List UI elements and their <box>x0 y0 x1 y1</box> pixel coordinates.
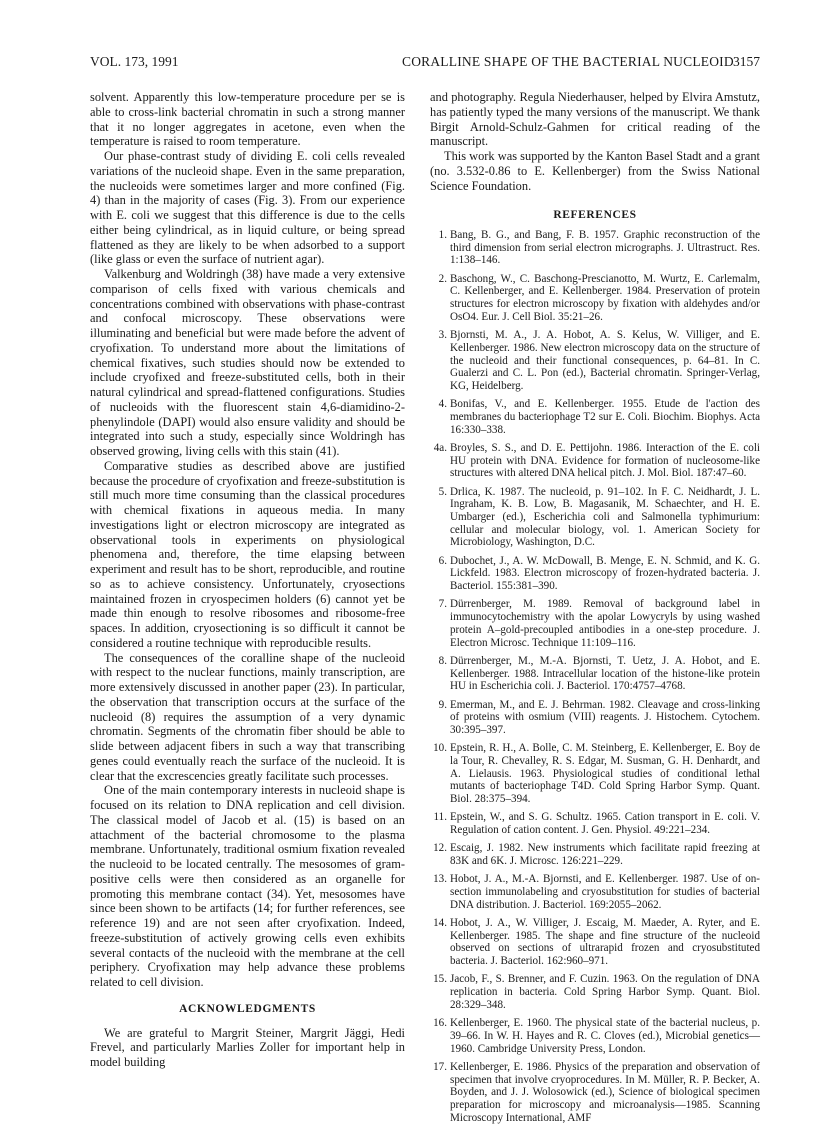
body-paragraph: solvent. Apparently this low-temperature procedure per se is able to cross-link bacterial chromatin in such a strong manner that it no longer aggregates in acetone, even when the temperature is raised to room temperature. <box>90 90 405 149</box>
reference-item <box>430 273 760 324</box>
left-column <box>90 90 405 1070</box>
reference-number: 5. <box>438 485 447 498</box>
body-paragraph: Our phase-contrast study of dividing E. coli cells revealed variations of the nucleoid shape. Even in the same preparation, the nucleoids were sometimes larger and more confined (Fig. 4) than in the majority of cases (Fig. 3). From our experience with E. coli we suggest that this difference is due to the cells either being cylindrical, as in liquid culture, or being spread flattened as they are likely to be when adsorbed to a support (like glass or even the surface of nutrient agar). <box>90 149 405 267</box>
volume-label: VOL. 173, 1991 <box>90 54 179 69</box>
reference-item <box>430 1017 760 1055</box>
reference-number: 1. <box>438 229 447 241</box>
reference-item <box>430 811 760 836</box>
funding-statement: This work was supported by the Kanton Basel Stadt and a grant (no. 3.532-0.86 to E. Kellenberger) from the Swiss National Science Foundation. <box>430 149 760 193</box>
reference-text: Baschong, W., C. Baschong-Prescianotto, M. Wurtz, E. Carlemalm, C. Kellenberger, and E. Kellenberger. 1984. Preservation of protein structures for electron microscopy by fixation with aldehydes and/or OsO4. Eur. J. Cell Biol. 35:21–26. <box>450 272 760 323</box>
reference-number: 15. <box>433 973 447 986</box>
reference-number: 4. <box>438 398 447 411</box>
body-paragraph: Valkenburg and Woldringh (38) have made a very extensive comparison of cells fixed with various chemicals and concentrations combined with observations with phase-contrast and confocal microscopy. These observations were illuminating and beneficial but were made before the advent of cryofixation. To understand more about the limitations of chemical fixatives, such studies should now be extended to include cryofixed and freeze-substituted cells, both in their natural cylindrical and spread-flattened configurations. Studies of nucleoids with the fluorescent stain 4,6-diamidino-2-phenylindole (DAPI) would also ensure validity and should be integrated into such a study, especially since Woldringh has observed growing, living cells with this stain (41). <box>90 267 405 458</box>
body-paragraph: Comparative studies as described above are justified because the procedure of cryofixation and freeze-substitution is still much more time consuming than the classical procedures with chemical fixations in aqueous media. In many investigations light or electron microscopy are integrated as observational tools in experiments on physiological phenomena and, therefore, the time elapsing between experiment and result has to be short, reproducible, and routine so as to achieve consistency. Unfortunately, cryosections maintained frozen in cryospecimen holders (6) cannot yet be made thin enough to resolve ribosomes and ribosome-free spaces. In addition, cryosectioning is so difficult it cannot be considered a routine technique with reproducible results. <box>90 458 405 650</box>
body-paragraph: The consequences of the coralline shape of the nucleoid with respect to the nuclear functions, mainly transcription, are more extensively discussed in another paper (23). In particular, the observation that transcription occurs at the surface of the nucleoid (8) requires the assumption of a very dynamic chromatin. Segments of the chromatin fiber should be able to slide between adjacent fibers in such a way that transcribing genes could eventually reach the surface of the nucleoid. It is clear that the excrescencies greatly facilitate such processes. <box>90 650 405 783</box>
reference-item <box>430 917 760 968</box>
reference-number: 11. <box>433 811 447 824</box>
reference-number: 6. <box>438 554 447 567</box>
reference-item <box>430 1061 760 1125</box>
reference-number: 7. <box>438 598 447 611</box>
running-title: CORALLINE SHAPE OF THE BACTERIAL NUCLEOID <box>402 54 734 69</box>
reference-number: 8. <box>438 654 447 667</box>
reference-text: Dürrenberger, M. 1989. Removal of background label in immunocytochemistry with the apolar Lowycryls by using washed protein A–gold-precoupled antibodies in a one-step procedure. J. Electron Microsc. Technique 11:109–116. <box>450 598 760 649</box>
reference-text: Dubochet, J., A. W. McDowall, B. Menge, E. N. Schmid, and K. G. Lickfeld. 1983. Electron microscopy of frozen-hydrated bacteria. J. Bacteriol. 155:381–390. <box>450 554 760 593</box>
reference-item <box>430 442 760 480</box>
acknowledgments-text: We are grateful to Margrit Steiner, Margrit Jäggi, Hedi Frevel, and particularly Marlies Zoller for important help in model building <box>90 1025 405 1069</box>
reference-number: 10. <box>433 742 447 755</box>
reference-number: 16. <box>433 1017 447 1030</box>
reference-text: Kellenberger, E. 1960. The physical state of the bacterial nucleus, p. 39–66. In W. H. Hayes and R. C. Cloves (ed.), Microbial genetics—1960. Cambridge University Press, London. <box>450 1017 760 1055</box>
reference-text: Bang, B. G., and Bang, F. B. 1957. Graphic reconstruction of the third dimension from serial electron micrographs. J. Ultrastruct. Res. 1:138–146. <box>450 229 760 267</box>
reference-text: Bjornsti, M. A., J. A. Hobot, A. S. Kelus, W. Villiger, and E. Kellenberger. 1986. New electron microscopy data on the structure of the nucleoid and their functional consequences, p. 64–81. In C. Gualerzi and C. L. Pon (ed.), Bacterial chromatin. Springer-Verlag, KG, Heidelberg. <box>450 329 760 392</box>
reference-text: Hobot, J. A., W. Villiger, J. Escaig, M. Maeder, A. Ryter, and E. Kellenberger. 1985. The shape and fine structure of the nucleoid observed on sections of ultrarapid frozen and cryosubstituted bacteria. J. Bacteriol. 162:960–971. <box>450 917 760 968</box>
reference-number: 14. <box>433 917 447 930</box>
reference-item <box>430 598 760 649</box>
reference-item <box>430 873 760 911</box>
reference-text: Kellenberger, E. 1986. Physics of the preparation and observation of specimen that involve cryoprocedures. In M. Müller, R. P. Becker, A. Boyden, and J. J. Wolosowick (ed.), Science of biological specimen preparation for microscopy and microanalysis—1985. Scanning Microscopy International, AMF <box>450 1060 760 1124</box>
reference-text: Hobot, J. A., M.-A. Bjornsti, and E. Kellenberger. 1987. Use of on-section immunolabeling and cryosubstitution for studies of bacterial DNA distribution. J. Bacteriol. 169:2055–2062. <box>450 873 760 911</box>
acknowledgments-continued: and photography. Regula Niederhauser, helped by Elvira Amstutz, has patiently typed the many versions of the manuscript. We thank Birgit Arnold-Schulz-Gahmen for critical reading of the manuscript. <box>430 90 760 149</box>
reference-item <box>430 842 760 867</box>
page-number: 3157 <box>733 54 760 69</box>
reference-text: Dürrenberger, M., M.-A. Bjornsti, T. Uetz, J. A. Hobot, and E. Kellenberger. 1988. Intracellular location of the histone-like protein HU in Escherichia coli. J. Bacteriol. 170:4757–4768. <box>450 654 760 693</box>
reference-number: 3. <box>438 329 447 342</box>
reference-text: Escaig, J. 1982. New instruments which facilitate rapid freezing at 83K and 6K. J. Microsc. 126:221–229. <box>450 842 760 868</box>
acknowledgments-heading: ACKNOWLEDGMENTS <box>179 1002 316 1015</box>
reference-text: Emerman, M., and E. J. Behrman. 1982. Cleavage and cross-linking of proteins with osmium (VIII) reagents. J. Histochem. Cytochem. 30:395–397. <box>450 698 760 736</box>
reference-item <box>430 555 760 593</box>
reference-item <box>430 229 760 267</box>
reference-item <box>430 655 760 693</box>
reference-number: 13. <box>433 873 447 886</box>
reference-text: Bonifas, V., and E. Kellenberger. 1955. Etude de l'action des membranes du bacteriophage T2 sur E. Coli. Biochim. Biophys. Acta 16:330–338. <box>450 398 760 436</box>
reference-number: 9. <box>438 698 447 711</box>
reference-item <box>430 973 760 1011</box>
reference-text: Epstein, W., and S. G. Schultz. 1965. Cation transport in E. coli. V. Regulation of cation content. J. Gen. Physiol. 49:221–234. <box>450 811 760 837</box>
reference-text: Epstein, R. H., A. Bolle, C. M. Steinberg, E. Kellenberger, E. Boy de la Tour, R. Chevalley, R. S. Edgar, M. Susman, G. H. Denhardt, and A. Lielausis. 1963. Physiological studies of conditional lethal mutants of bacteriophage T4D. Cold Spring Harbor Symp. Quant. Biol. 28:375–394. <box>450 742 760 806</box>
body-paragraph: One of the main contemporary interests in nucleoid shape is focused on its relation to DNA replication and cell division. The classical model of Jacob et al. (15) is based on an attachment of the bacterial chromosome to the plasma membrane. Unfortunately, traditional osmium fixation revealed the nucleoid to be located centrally. The mesosomes of gram-positive cells were then considered as an organelle for promoting this membrane contact (34). Yet, mesosomes have since been shown to be artifacts (14; for further references, see reference 19) and are not seen after cryofixation. Indeed, freeze-substitution of actively growing cells even exhibits several contacts of the nucleoid with the membrane at the cell periphery. Cryofixation may help advance these problems related to cell division. <box>90 783 405 989</box>
reference-text: Jacob, F., S. Brenner, and F. Cuzin. 1963. On the regulation of DNA replication in bacteria. Cold Spring Harbor Symp. Quant. Biol. 28:329–348. <box>450 973 760 1011</box>
reference-list <box>430 229 760 1124</box>
reference-item <box>430 329 760 393</box>
reference-number: 17. <box>433 1060 447 1073</box>
reference-number: 12. <box>433 842 447 855</box>
reference-item <box>430 699 760 737</box>
reference-item <box>430 398 760 436</box>
reference-number: 4a. <box>433 441 447 454</box>
reference-text: Broyles, S. S., and D. E. Pettijohn. 1986. Interaction of the E. coli HU protein with DNA. Evidence for formation of nucleosome-like structures with altered DNA helical pitch. J. Mol. Biol. 187:47–60. <box>450 441 760 480</box>
running-header <box>90 54 760 72</box>
reference-item <box>430 486 760 550</box>
right-column <box>430 90 760 1130</box>
reference-item <box>430 742 760 806</box>
references-heading: REFERENCES <box>553 209 637 222</box>
reference-text: Drlica, K. 1987. The nucleoid, p. 91–102. In F. C. Neidhardt, J. L. Ingraham, K. B. Low, B. Magasanik, M. Schaechter, and H. E. Umbarger (ed.), Escherichia coli and Salmonella typhimurium: cellular and molecular biology, vol. 1. American Society for Microbiology, Washington, D.C. <box>450 485 760 549</box>
reference-number: 2. <box>438 272 447 285</box>
